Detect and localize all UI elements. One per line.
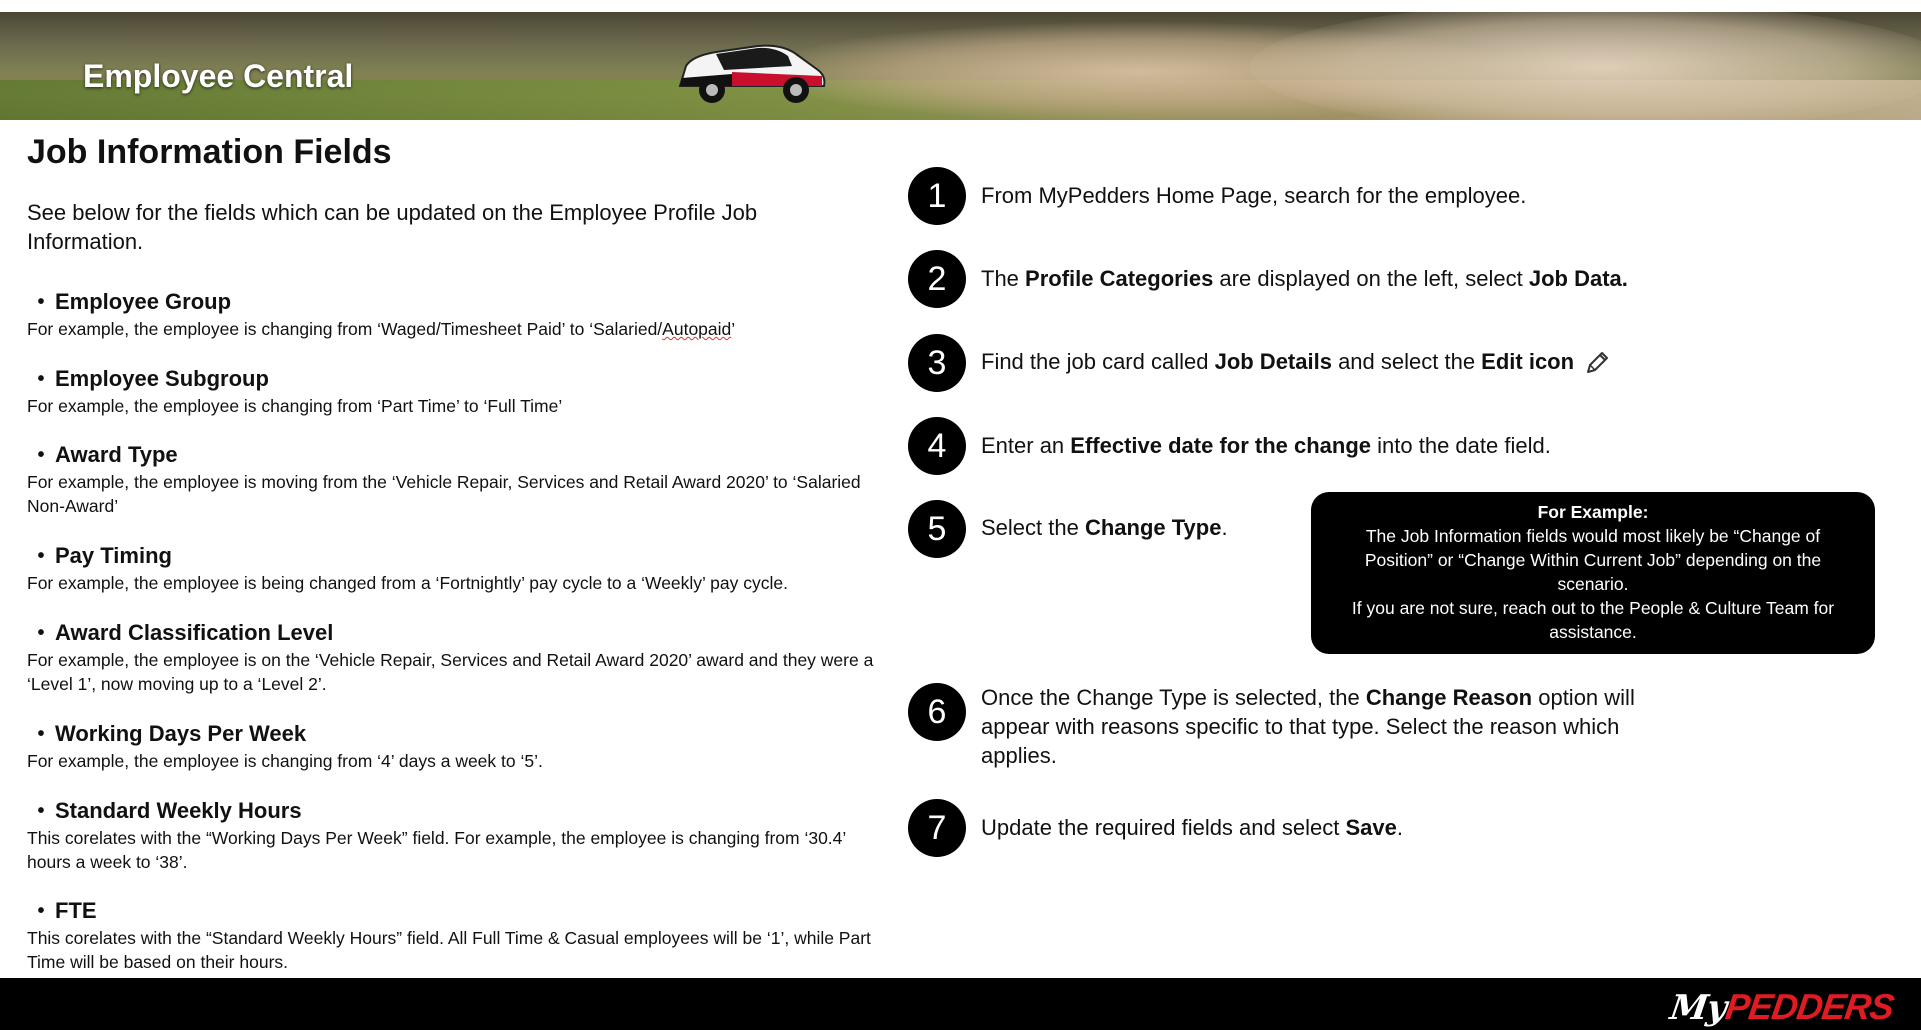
field-title: Employee Subgroup <box>55 366 269 391</box>
field-title: FTE <box>55 898 97 923</box>
bullet-icon: • <box>37 723 45 745</box>
field-standard-weekly-hours <box>27 797 887 874</box>
banner-title: Employee Central <box>83 58 354 94</box>
step-number-circle: 4 <box>908 417 966 475</box>
field-award-type <box>27 441 887 518</box>
field-title: Pay Timing <box>55 543 172 568</box>
step-number-circle: 6 <box>908 683 966 741</box>
field-description: This corelates with the “Standard Weekly Hours” field. All Full Time & Casual employees will be ‘1’, while Part Time will be based on their hours. <box>27 928 871 972</box>
step-number-circle: 2 <box>908 250 966 308</box>
field-award-classification-level <box>27 619 887 696</box>
top-strip <box>0 0 1921 12</box>
step-number-circle: 1 <box>908 167 966 225</box>
step-text: Find the job card called Job Details and select the Edit icon <box>981 347 1881 376</box>
pencil-icon <box>1584 350 1610 376</box>
step-text: Update the required fields and select Save. <box>981 815 1403 840</box>
step-text: Enter an Effective date for the change into the date field. <box>981 433 1551 458</box>
spellcheck-word: Autopaid <box>662 319 732 339</box>
field-title: Award Classification Level <box>55 620 334 645</box>
bullet-icon: • <box>37 800 45 822</box>
step-text: From MyPedders Home Page, search for the employee. <box>981 183 1527 208</box>
bullet-icon: • <box>37 900 45 922</box>
field-title: Standard Weekly Hours <box>55 798 302 823</box>
header-banner <box>0 12 1921 120</box>
step-number-circle: 5 <box>908 500 966 558</box>
field-employee-group <box>27 288 887 341</box>
step-text: The Profile Categories are displayed on the left, select Job Data. <box>981 266 1628 291</box>
field-description: For example, the employee is changing from ‘Waged/Timesheet Paid’ to ‘Salaried/Autopaid’ <box>27 319 736 339</box>
page-title: Job Information Fields <box>27 133 392 171</box>
field-pay-timing <box>27 542 887 595</box>
field-fte <box>27 897 887 974</box>
example-callout <box>1311 492 1875 654</box>
banner-dust-cloud-2 <box>1250 12 1921 120</box>
example-text-2: If you are not sure, reach out to the People & Culture Team for assistance. <box>1351 598 1835 642</box>
bullet-icon: • <box>37 545 45 567</box>
footer-bar <box>0 978 1921 1030</box>
field-title: Working Days Per Week <box>55 721 307 746</box>
field-description: This corelates with the “Working Days Per Week” field. For example, the employee is changing from ‘30.4’ hours a week to ‘38’. <box>27 828 846 872</box>
intro-text: See below for the fields which can be updated on the Employee Profile Job Information. <box>27 200 758 254</box>
field-title: Award Type <box>55 442 178 467</box>
bullet-icon: • <box>37 291 45 313</box>
field-description: For example, the employee is changing from ‘4’ days a week to ‘5’. <box>27 751 543 771</box>
step-text: Once the Change Type is selected, the Change Reason option will appear with reasons specific to that type. Select the reason which applies. <box>981 685 1635 768</box>
field-title: Employee Group <box>55 289 232 314</box>
step-number-circle: 3 <box>908 334 966 392</box>
field-description: For example, the employee is on the ‘Vehicle Repair, Services and Retail Award 2020’ award and they were a ‘Level 1’, now moving up to a ‘Level 2’. <box>27 650 874 694</box>
bullet-icon: • <box>37 368 45 390</box>
mypedders-logo: My PEDDERS <box>1667 986 1896 1028</box>
bullet-icon: • <box>37 444 45 466</box>
example-text: The Job Information fields would most likely be “Change of Position” or “Change Within Current Job” depending on the scenario. <box>1364 526 1822 594</box>
step-number-circle: 7 <box>908 799 966 857</box>
field-description: For example, the employee is changing from ‘Part Time’ to ‘Full Time’ <box>27 396 563 416</box>
rally-car-image <box>672 36 832 108</box>
field-employee-subgroup <box>27 365 887 418</box>
field-description: For example, the employee is being changed from a ‘Fortnightly’ pay cycle to a ‘Weekly’ pay cycle. <box>27 573 788 593</box>
example-title: For Example: <box>1537 502 1649 522</box>
field-description: For example, the employee is moving from the ‘Vehicle Repair, Services and Retail Award 2020’ to ‘Salaried Non-Award’ <box>27 472 861 516</box>
step-text: Select the Change Type. <box>981 515 1228 540</box>
field-working-days-per-week <box>27 720 887 773</box>
bullet-icon: • <box>37 622 45 644</box>
